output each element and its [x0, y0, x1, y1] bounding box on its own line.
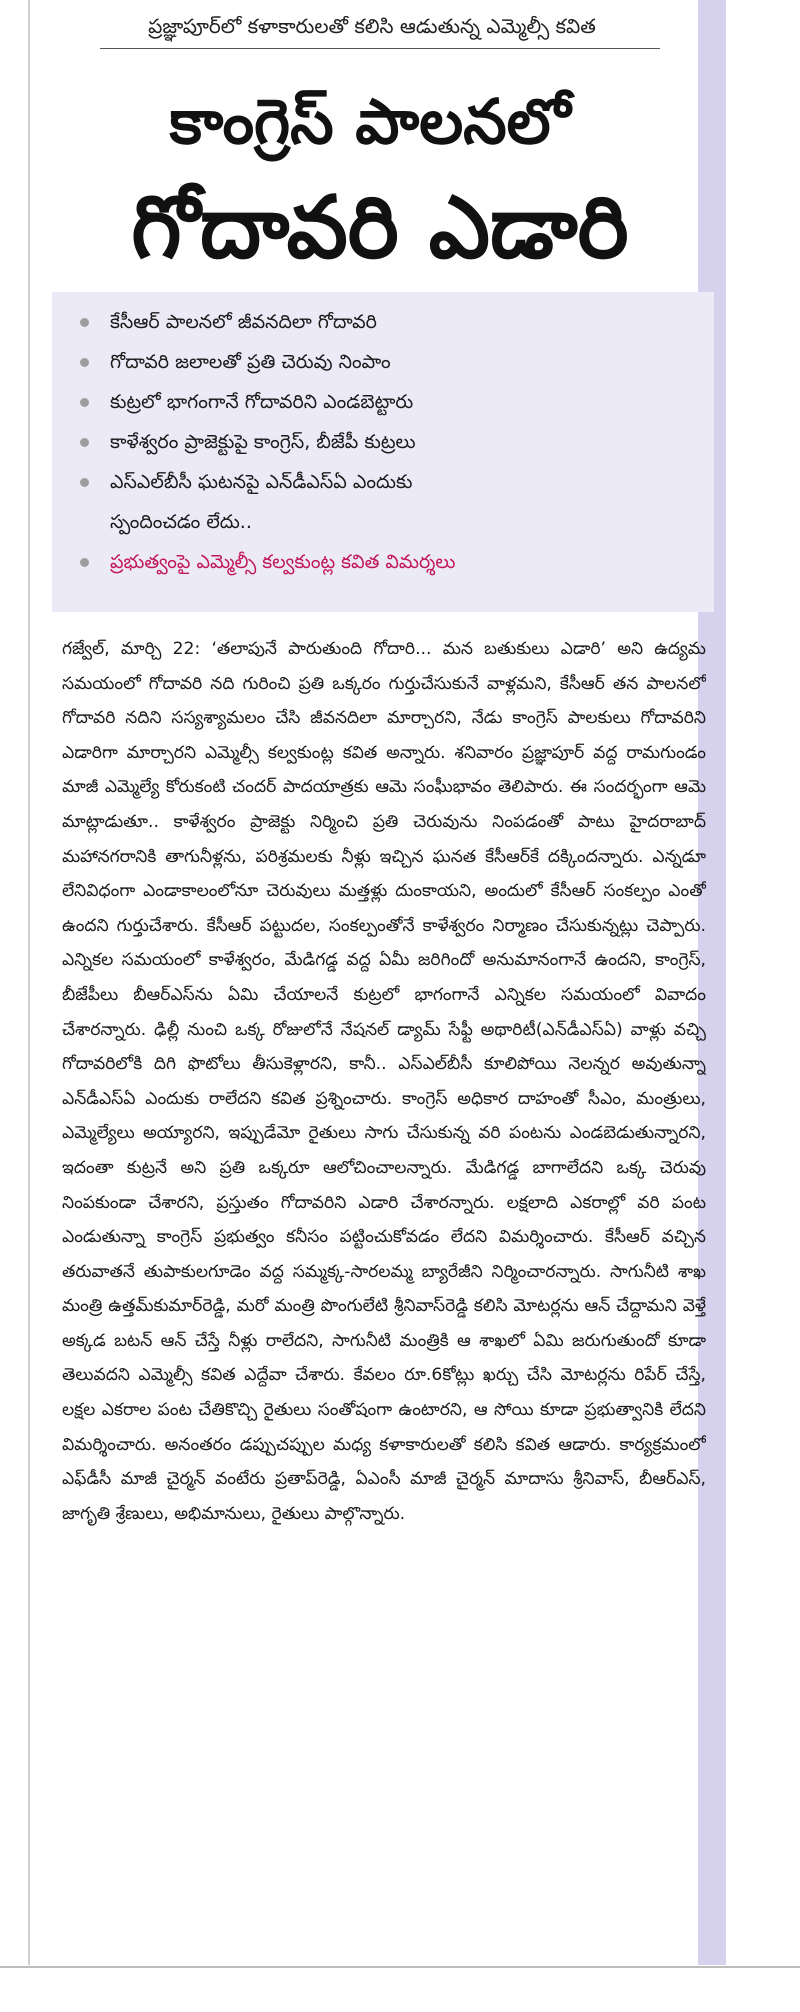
- list-item: [70, 302, 700, 342]
- bullet-text: కుట్రలో భాగంగానే గోదావరిని ఎండబెట్టారు: [110, 391, 414, 413]
- list-item: [70, 382, 700, 422]
- bullet-text: ప్రభుత్వంపై ఎమ్మెల్సీ కల్వకుంట్ల కవిత విమర్శలు: [110, 551, 456, 573]
- bullet-dot-icon: [80, 478, 89, 487]
- bullet-dot-icon: [80, 558, 89, 567]
- list-item-highlight: [70, 542, 700, 582]
- bullet-text: కాళేశ్వరం ప్రాజెక్టుపై కాంగ్రెస్, బీజేపీ కుట్రలు: [110, 431, 416, 453]
- list-item: [70, 342, 700, 382]
- list-item: [70, 462, 700, 502]
- kicker-divider: [100, 48, 660, 49]
- headline-line-1: కాంగ్రెస్ పాలనలో: [169, 85, 571, 158]
- bullet-text: ఎస్ఎల్‌బీసీ ఘటనపై ఎన్‌డీఎస్ఏ ఎందుకు: [110, 471, 413, 493]
- left-margin-line: [28, 0, 30, 1965]
- bottom-divider: [0, 1966, 800, 1968]
- bullet-dot-icon: [80, 438, 89, 447]
- kicker-line: ప్రజ్ఞాపూర్‌లో కళాకారులతో కలిసి ఆడుతున్న ఎమ్మెల్సీ కవిత: [148, 14, 596, 38]
- bullet-dot-icon: [80, 358, 89, 367]
- bullet-dot-icon: [80, 318, 89, 327]
- article-body: గజ్వేల్, మార్చి 22: ‘తలాపునే పారుతుంది గోదారి... మన బతుకులు ఎడారి’ అని ఉద్యమ సమయంలో గోదావరి నది గురించి ప్రతి ఒక్కరం గుర్తుచేసుకునే వాళ్లమని, కేసీఆర్ తన పాలనలో గోదావరి నదిని సస్యశ్యామలం చేసి జీవనదిలా మార్చారని, నేడు కాంగ్రెస్ పాలకులు గోదావరిని ఎడారిగా మార్చారని ఎమ్మెల్సీ కల్వకుంట్ల కవిత అన్నారు. శనివారం ప్రజ్ఞాపూర్ వద్ద రామగుండం మాజీ ఎమ్మెల్యే కోరుకంటి చందర్ పాదయాత్రకు ఆమె సంఘీభావం తెలిపారు. ఈ సందర్భంగా ఆమె మాట్లాడుతూ.. కాళేశ్వరం ప్రాజెక్టు నిర్మించి ప్రతి చెరువును నింపడంతో పాటు హైదరాబాద్ మహానగరానికి తాగునీళ్లను, పరిశ్రమలకు నీళ్లు ఇచ్చిన ఘనత కేసీఆర్‌కే దక్కిందన్నారు. ఎన్నడూ లేనివిధంగా ఎండాకాలంలోనూ చెరువులు మత్తళ్లు దుంకాయని, అందులో కేసీఆర్ సంకల్పం ఎంతో ఉందని గుర్తుచేశారు. కేసీఆర్ పట్టుదల, సంకల్పంతోనే కాళేశ్వరం నిర్మాణం చేసుకున్నట్లు చెప్పారు. ఎన్నికల సమయంలో కాళేశ్వరం, మేడిగడ్డ వద్ద ఏమీ జరిగిందో అనుమానంగానే ఉందని, కాంగ్రెస్, బీజేపీలు బీఆర్ఎస్‌ను ఏమి చేయాలనే కుట్రలో భాగంగానే ఎన్నికల సమయంలో వివాదం చేశారన్నారు. ఢిల్లీ నుంచి ఒక్క రోజులోనే నేషనల్ డ్యామ్ సేఫ్టీ అథారిటీ(ఎన్‌డీఎస్ఏ) వాళ్లు వచ్చి గోదావరిలోకి దిగి ఫొటోలు తీసుకెళ్లారని, కానీ.. ఎస్ఎల్‌బీసీ కూలిపోయి నెలన్నర అవుతున్నా ఎన్‌డీఎస్ఏ ఎందుకు రాలేదని కవిత ప్రశ్నించారు. కాంగ్రెస్ అధికార దాహంతో సీఎం, మంత్రులు, ఎమ్మెల్యేలు అయ్యారని, ఇప్పుడేమో రైతులు సాగు చేసుకున్న వరి పంటను ఎండబెడుతున్నారని, ఇదంతా కుట్రనే అని ప్రతి ఒక్కరూ ఆలోచించాలన్నారు. మేడిగడ్డ బాగాలేదని ఒక్క చెరువు నింపకుండా చేశారని, ప్రస్తుతం గోదావరిని ఎడారి చేశారన్నారు. లక్షలాది ఎకరాల్లో వరి పంట ఎండుతున్నా కాంగ్రెస్ ప్రభుత్వం కనీసం పట్టించుకోవడం లేదని విమర్శించారు. కేసీఆర్ వచ్చిన తరువాతనే తుపాకులగూడెం వద్ద సమ్మక్క-సారలమ్మ బ్యారేజీని నిర్మించారన్నారు. సాగునీటి శాఖ మంత్రి ఉత్తమ్‌కుమార్‌రెడ్డి, మరో మంత్రి పొంగులేటి శ్రీనివాస్‌రెడ్డి కలిసి మోటర్లను ఆన్ చేద్దామని వెళ్తే అక్కడ బటన్ ఆన్ చేస్తే నీళ్లు రాలేదని, సాగునీటి మంత్రికి ఆ శాఖలో ఏమి జరుగుతుందో కూడా తెలువదని ఎమ్మెల్సీ కవిత ఎద్దేవా చేశారు. కేవలం రూ.6కోట్లు ఖర్చు చేసి మోటర్లను రిపేర్ చేస్తే, లక్షల ఎకరాల పంట చేతికొచ్చి రైతులు సంతోషంగా ఉంటారని, ఆ సోయి కూడా ప్రభుత్వానికి లేదని విమర్శించారు. అనంతరం డప్పుచప్పుల మధ్య కళాకారులతో కలిసి కవిత ఆడారు. కార్యక్రమంలో ఎఫ్‌డీసీ మాజీ చైర్మన్ వంటేరు ప్రతాప్‌రెడ్డి, ఏఎంసీ మాజీ చైర్మన్ మాదాసు శ్రీనివాస్, బీఆర్ఎస్, జాగృతి శ్రేణులు, అభిమానులు, రైతులు పాల్గొన్నారు.: [62, 639, 706, 1524]
- bullet-text: గోదావరి జలాలతో ప్రతి చెరువు నింపాం: [110, 351, 391, 373]
- headline-line-2: గోదావరి ఎడారి: [131, 178, 629, 278]
- list-item: [70, 422, 700, 462]
- bullet-text: కేసీఆర్ పాలనలో జీవనదిలా గోదావరి: [110, 311, 377, 333]
- bullet-continuation: స్పందించడం లేదు..: [110, 511, 252, 533]
- bullet-dot-icon: [80, 398, 89, 407]
- highlights-list: [70, 302, 700, 582]
